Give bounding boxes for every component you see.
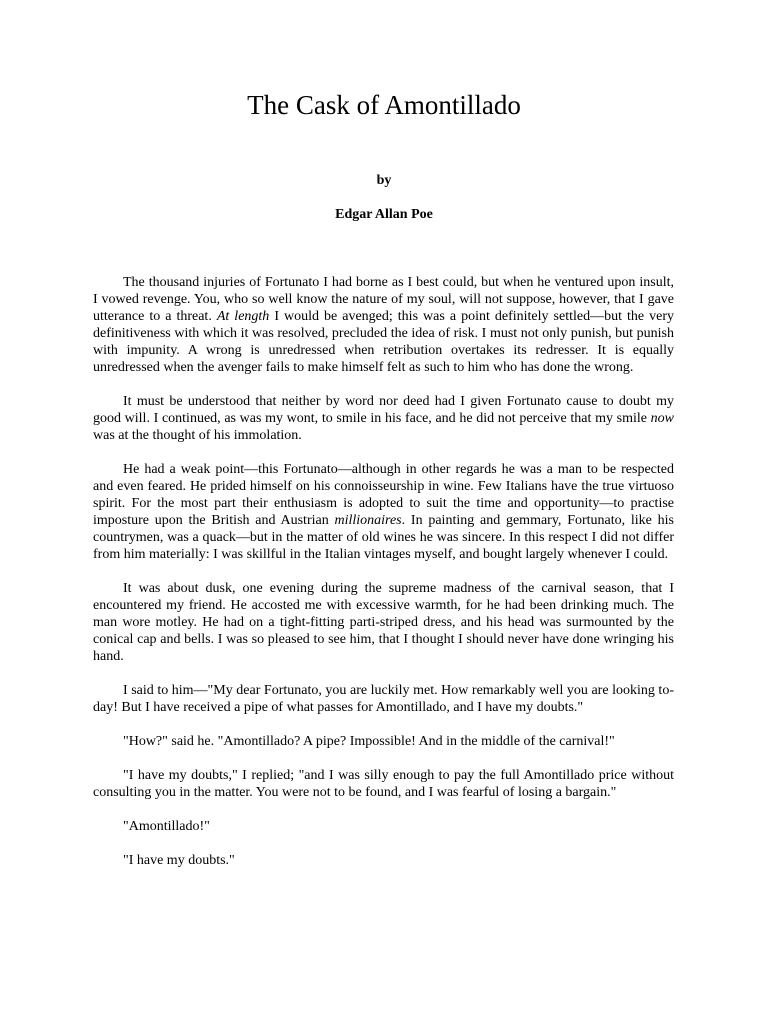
- paragraph-text: "I have my doubts.": [123, 853, 235, 868]
- story-body: [93, 274, 674, 886]
- paragraph: [93, 852, 674, 869]
- byline: by: [376, 173, 392, 188]
- italic-text: millionaires: [334, 513, 402, 528]
- italic-text: At length: [216, 309, 270, 324]
- paragraph-text: "How?" said he. "Amontillado? A pipe? Impossible! And in the middle of the carnival!": [123, 734, 615, 749]
- paragraph: [93, 818, 674, 835]
- paragraph-text: I said to him—"My dear Fortunato, you are luckily met. How remarkably well you are looking to-day! But I have received a pipe of what passes for Amontillado, and I have my doubts.": [93, 683, 674, 715]
- paragraph-text: I would be avenged; this was a point definitely settled—but the very definitiveness with which it was resolved, precluded the idea of risk. I must not only punish, but punish with impunity. A wrong is unredressed when retribution overtakes its redresser. It is equally unredressed when the avenger fails to make himself felt as such to him who has done the wrong.: [93, 309, 674, 375]
- paragraph-text: It must be understood that neither by word nor deed had I given Fortunato cause to doubt my good will. I continued, as was my wont, to smile in his face, and he did not perceive that my smile: [93, 394, 674, 426]
- paragraph: [93, 682, 674, 716]
- paragraph: [93, 733, 674, 750]
- paragraph: [93, 274, 674, 376]
- paragraph: [93, 767, 674, 801]
- author-name: Edgar Allan Poe: [335, 207, 433, 222]
- paragraph: [93, 580, 674, 665]
- paragraph-text: "I have my doubts," I replied; "and I was silly enough to pay the full Amontillado price without consulting you in the matter. You were not to be found, and I was fearful of losing a bargain.": [93, 768, 674, 800]
- paragraph-text: He had a weak point—this Fortunato—although in other regards he was a man to be respected and even feared. He prided himself on his connoisseurship in wine. Few Italians have the true virtuoso spirit. For the most part their enthusiasm is adopted to suit the time and opportunity—to practise imposture upon the British and Austrian: [93, 462, 674, 528]
- paragraph-text: It was about dusk, one evening during the supreme madness of the carnival season, that I encountered my friend. He accosted me with excessive warmth, for he had been drinking much. The man wore motley. He had on a tight-fitting parti-striped dress, and his head was surmounted by the conical cap and bells. I was so pleased to see him, that I thought I should never have done wringing his hand.: [93, 581, 674, 664]
- paragraph-text: "Amontillado!": [123, 819, 210, 834]
- paragraph-text: . In painting and gemmary, Fortunato, like his countrymen, was a quack—but in the matter of old wines he was sincere. In this respect I did not differ from him materially: I was skillful in the Italian vintages myself, and bought largely whenever I could.: [93, 513, 674, 562]
- paragraph: [93, 461, 674, 563]
- paragraph-text: The thousand injuries of Fortunato I had borne as I best could, but when he ventured upon insult, I vowed revenge. You, who so well know the nature of my soul, will not suppose, however, that I gave utterance to a threat.: [93, 275, 674, 324]
- document-title: The Cask of Amontillado: [247, 90, 521, 120]
- italic-text: now: [650, 411, 674, 426]
- paragraph-text: was at the thought of his immolation.: [93, 428, 302, 443]
- paragraph: [93, 393, 674, 444]
